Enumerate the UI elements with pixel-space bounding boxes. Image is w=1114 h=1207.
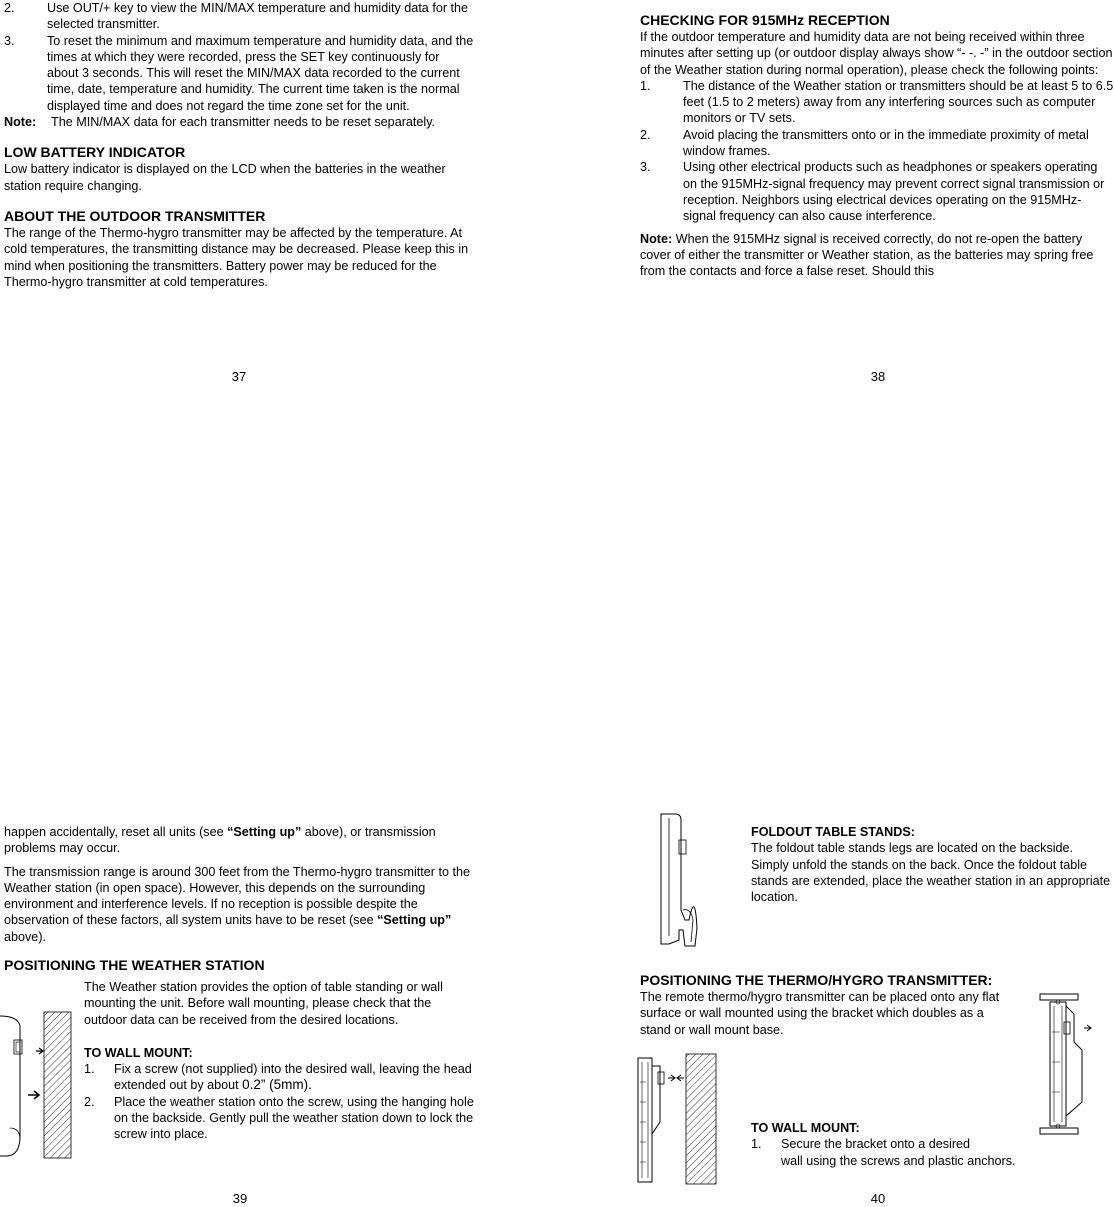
foldout-heading: FOLDOUT TABLE STANDS: bbox=[751, 825, 915, 839]
list-text bbox=[114, 1061, 474, 1094]
reception-intro: If the outdoor temperature and humidity data are not being received within three minutes after setting up (or outdoor display always show “- -. -” in the outdoor section of the Weather station during normal operation), please check the following points: bbox=[640, 30, 1113, 77]
list-item bbox=[84, 1094, 474, 1143]
transmitter-section bbox=[640, 972, 1020, 1038]
outdoor-transmitter-text: The range of the Thermo-hygro transmitter may be affected by the temperature. At cold temperatures, the transmitting distance may be decreased. Please keep this in mind when positioning the transmitters. Battery power may be reduced for the Thermo-hygro transmitter at cold temperatures. bbox=[4, 225, 469, 289]
setting-up-reference: “Setting up” bbox=[377, 913, 452, 928]
note-label: Note: bbox=[640, 231, 673, 246]
transmitter-text: The remote thermo/hygro transmitter can be placed onto any flat surface or wall mounted using the bracket which doubles as a stand or wall mount base. bbox=[640, 990, 1000, 1037]
list-item bbox=[4, 33, 474, 114]
setting-up-reference: “Setting up” bbox=[227, 825, 302, 839]
list-number: 1. bbox=[84, 1062, 95, 1077]
list-text: Place the weather station onto the screw, using the hanging hole on the backside. Gently pull the weather station down to lock the screw into place. bbox=[114, 1094, 474, 1142]
list-number: 2. bbox=[640, 127, 651, 142]
positioning-heading: POSITIONING THE WEATHER STATION bbox=[4, 957, 265, 974]
low-battery-text: Low battery indicator is displayed on the LCD when the batteries in the weather station require changing. bbox=[4, 162, 446, 193]
text: Secure the bracket onto a desired bbox=[781, 1137, 971, 1152]
list-number: 3. bbox=[4, 33, 15, 48]
list-number: 1. bbox=[640, 78, 651, 93]
page-39 bbox=[4, 824, 474, 974]
list-text: The distance of the Weather station or transmitters should be at least 5 to 6.5 feet (1.5 to 2 meters) away from any interfering sources such as computer monitors or TV sets. bbox=[683, 78, 1114, 126]
note-text: The MIN/MAX data for each transmitter needs to be reset separately. bbox=[51, 115, 436, 130]
list-item bbox=[751, 1136, 1071, 1169]
outdoor-transmitter-heading: ABOUT THE OUTDOOR TRANSMITTER bbox=[4, 207, 266, 224]
wall-mount-heading: TO WALL MOUNT: bbox=[84, 1045, 193, 1060]
note-text: When the 915MHz signal is received correctly, do not re-open the battery cover of either the transmitter or Weather station, as the batteries may spring free from the contacts and force a false reset. Should this bbox=[640, 231, 1094, 279]
foldout-stand-illustration bbox=[655, 810, 715, 950]
text: The transmission range is around 300 feet from the Thermo-hygro transmitter to the Weather station (in open space). However, this depends on the surrounding environment and interference levels. If no reception is possible despite the observation of these factors, all system units have to be reset (see bbox=[4, 864, 470, 928]
list-item bbox=[4, 0, 474, 33]
wall-mount-heading: TO WALL MOUNT: bbox=[751, 1121, 860, 1135]
list-text: Avoid placing the transmitters onto or in the immediate proximity of metal window frames. bbox=[683, 127, 1089, 159]
list-text: To reset the minimum and maximum temperature and humidity data, and the times at which they were recorded, press the SET key continuously for about 3 seconds. This will reset the MIN/MAX data recorded to the current time, date, temperature and humidity. The current time taken is the normal displayed time and does not regard the time zone set for the unit. bbox=[47, 33, 474, 113]
text: 0.2” (5mm). bbox=[242, 1077, 312, 1093]
list-number: 2. bbox=[4, 1, 15, 15]
transmitter-wall-mount bbox=[751, 1120, 1071, 1169]
text: happen accidentally, reset all units (see bbox=[4, 825, 228, 839]
list-item bbox=[84, 1061, 474, 1094]
list-number: 2. bbox=[84, 1094, 95, 1109]
page-38 bbox=[640, 12, 1114, 279]
list-item bbox=[640, 78, 1114, 127]
page-number: 40 bbox=[870, 1191, 886, 1206]
foldout-section bbox=[751, 824, 1114, 905]
text: Fix a screw (not supplied) into the desired wall, leaving the head extended out by about bbox=[114, 1062, 472, 1093]
positioning-text: The Weather station provides the option of table standing or wall mounting the unit. Before wall mounting, please check that the outdoor data can be received from the desired locations. bbox=[84, 980, 443, 1027]
text: above). bbox=[4, 929, 47, 944]
transmitter-heading: POSITIONING THE THERMO/HYGRO TRANSMITTER: bbox=[640, 972, 993, 988]
transmitter-stand-illustration bbox=[1036, 992, 1108, 1140]
list-number: 3. bbox=[640, 160, 651, 175]
transmitter-wall-illustration bbox=[634, 1052, 718, 1186]
wall-mount-illustration bbox=[0, 1010, 80, 1160]
list-number: 1. bbox=[751, 1137, 762, 1152]
text: wall using the screws and plastic anchors. bbox=[781, 1153, 1016, 1168]
paragraph bbox=[4, 824, 474, 857]
list-text: Use OUT/+ key to view the MIN/MAX temperature and humidity data for the selected transmitter. bbox=[47, 1, 469, 32]
page-number: 39 bbox=[232, 1191, 248, 1206]
list-text bbox=[781, 1136, 1071, 1169]
note bbox=[4, 114, 474, 130]
foldout-text: The foldout table stands legs are located on the backside. Simply unfold the stands on the back. Once the foldout table stands are extended, place the weather station in an appropriate location. bbox=[751, 841, 1111, 905]
page-number: 37 bbox=[231, 369, 247, 384]
note bbox=[640, 231, 1114, 280]
list-item bbox=[640, 127, 1114, 160]
reception-heading: CHECKING FOR 915MHz RECEPTION bbox=[640, 12, 890, 28]
paragraph bbox=[4, 864, 474, 945]
text: above), or transmission problems may occur. bbox=[4, 825, 436, 856]
list-item bbox=[640, 159, 1114, 224]
low-battery-heading: LOW BATTERY INDICATOR bbox=[4, 144, 186, 161]
note-label: Note: bbox=[4, 115, 37, 130]
page-37 bbox=[4, 0, 474, 290]
page-39-body bbox=[84, 979, 474, 1143]
page-number: 38 bbox=[870, 369, 886, 384]
list-text: Using other electrical products such as headphones or speakers operating on the 915MHz-signal frequency may prevent correct signal transmission or reception. Neighbors using electrical devices operating on the 915MHz-signal frequency can also cause interference. bbox=[683, 160, 1105, 224]
